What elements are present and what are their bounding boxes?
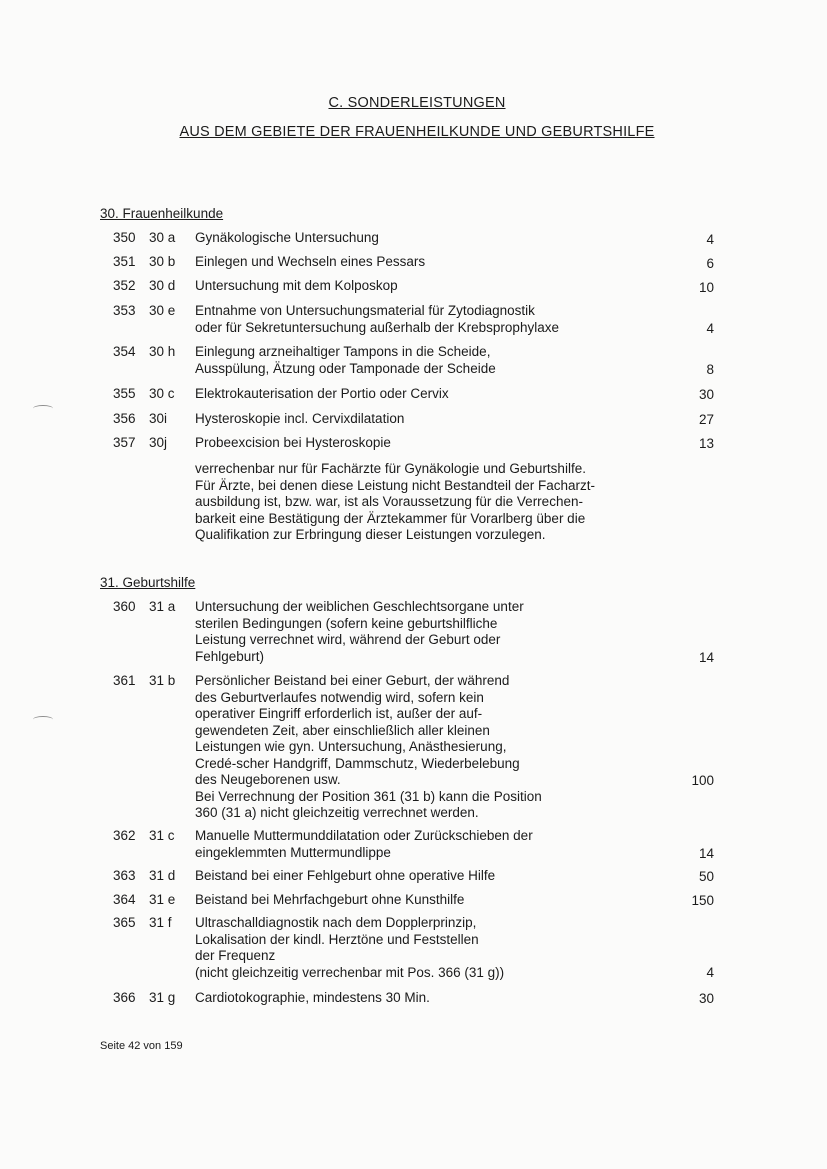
scan-artifact-mark [33, 405, 53, 412]
position-code: 31 b [149, 673, 176, 688]
position-description: Untersuchung der weiblichen Geschlechtsorgane unter sterilen Bedingungen (sofern keine geburtshilfliche Leistung verrechnet wird, während der Geburt oder Fehlgeburt) [195, 599, 524, 664]
position-code: 30j [149, 435, 168, 450]
position-description: Probeexcision bei Hysteroskopie [195, 435, 391, 450]
position-points: 4 [706, 232, 714, 247]
position-number: 360 [113, 599, 136, 614]
scan-artifact-mark [33, 716, 53, 723]
position-description: Ultraschalldiagnostik nach dem Dopplerprinzip, Lokalisation der kindl. Herztöne und Feststellen der Frequenz (nicht gleichzeitig verrechenbar mit Pos. 366 (31 g)) [195, 915, 505, 980]
position-points: 14 [698, 650, 714, 665]
position-description: Einlegung arzneihaltiger Tampons in die Scheide, Ausspülung, Ätzung oder Tamponade der Scheide [195, 344, 496, 376]
position-code: 30 b [149, 254, 176, 269]
position-description: Elektrokauterisation der Portio oder Cervix [195, 386, 449, 401]
position-number: 356 [113, 411, 136, 426]
position-points: 14 [698, 846, 714, 861]
position-code: 31 a [149, 599, 176, 614]
position-number: 365 [113, 915, 136, 930]
position-description: Gynäkologische Untersuchung [195, 230, 379, 245]
section-heading: 31. Geburtshilfe [100, 575, 196, 590]
section-heading: 30. Frauenheilkunde [100, 206, 224, 221]
page-subtitle: AUS DEM GEBIETE DER FRAUENHEILKUNDE UND GEBURTSHILFE [179, 124, 655, 140]
position-points: 30 [698, 387, 714, 402]
billing-note: verrechenbar nur für Fachärzte für Gynäkologie und Geburtshilfe. Für Ärzte, bei denen diese Leistung nicht Bestandteil der Facharzt- ausbildung ist, bzw. war, ist als Voraussetzung für die Verrechen- barkeit eine Bestätigung der Ärztekammer für Vorarlberg über die Qualifikation zur Erbringung dieser Leistungen vorzulegen. [195, 461, 595, 543]
position-description: Entnahme von Untersuchungsmaterial für Zytodiagnostik oder für Sekretuntersuchung außerhalb der Krebsprophylaxe [195, 303, 559, 335]
position-description: Hysteroskopie incl. Cervixdilatation [195, 411, 405, 426]
position-points: 27 [698, 412, 714, 427]
position-description: Beistand bei Mehrfachgeburt ohne Kunsthilfe [195, 892, 465, 907]
position-number: 357 [113, 435, 136, 450]
position-number: 363 [113, 868, 136, 883]
position-number: 354 [113, 344, 136, 359]
position-points: 4 [706, 321, 714, 336]
position-number: 362 [113, 828, 136, 843]
position-code: 30 a [149, 230, 176, 245]
position-code: 31 d [149, 868, 176, 883]
position-points: 150 [691, 893, 714, 908]
page-footer: Seite 42 von 159 [100, 1040, 183, 1052]
position-code: 30 e [149, 303, 176, 318]
position-points: 6 [706, 256, 714, 271]
position-description: Persönlicher Beistand bei einer Geburt, der während des Geburtverlaufes notwendig wird, sofern kein operativer Eingriff erforderlich ist, außer der auf- gewendeten Zeit, aber einschließlich aller kleinen Leistungen wie gyn. Untersuchung, Anästhesierung, Credé-scher Handgriff, Dammschutz, Wiederbelebung des Neugeborenen usw. Bei Verrechnung der Position 361 (31 b) kann die Position 360 (31 a) nicht gleichzeitig verrechnet werden. [195, 673, 542, 820]
position-points: 4 [706, 965, 714, 980]
page-title: C. SONDERLEISTUNGEN [328, 95, 506, 111]
position-code: 31 c [149, 828, 175, 843]
position-number: 352 [113, 278, 136, 293]
position-code: 30 c [149, 386, 175, 401]
position-code: 31 g [149, 990, 176, 1005]
position-code: 31 f [149, 915, 172, 930]
position-points: 100 [691, 773, 714, 788]
position-points: 13 [698, 436, 714, 451]
position-number: 366 [113, 990, 136, 1005]
position-description: Einlegen und Wechseln eines Pessars [195, 254, 426, 269]
position-code: 31 e [149, 892, 176, 907]
position-points: 8 [706, 362, 714, 377]
position-number: 361 [113, 673, 136, 688]
position-description: Untersuchung mit dem Kolposkop [195, 278, 398, 293]
position-code: 30 h [149, 344, 176, 359]
position-number: 351 [113, 254, 136, 269]
position-description: Beistand bei einer Fehlgeburt ohne operative Hilfe [195, 868, 496, 883]
position-code: 30i [149, 411, 168, 426]
position-points: 50 [698, 869, 714, 884]
position-description: Cardiotokographie, mindestens 30 Min. [195, 990, 430, 1005]
position-number: 353 [113, 303, 136, 318]
position-points: 30 [698, 991, 714, 1006]
position-number: 364 [113, 892, 136, 907]
position-description: Manuelle Muttermunddilatation oder Zurückschieben der eingeklemmten Muttermundlippe [195, 828, 533, 860]
position-points: 10 [698, 280, 714, 295]
position-number: 355 [113, 386, 136, 401]
position-number: 350 [113, 230, 136, 245]
position-code: 30 d [149, 278, 176, 293]
